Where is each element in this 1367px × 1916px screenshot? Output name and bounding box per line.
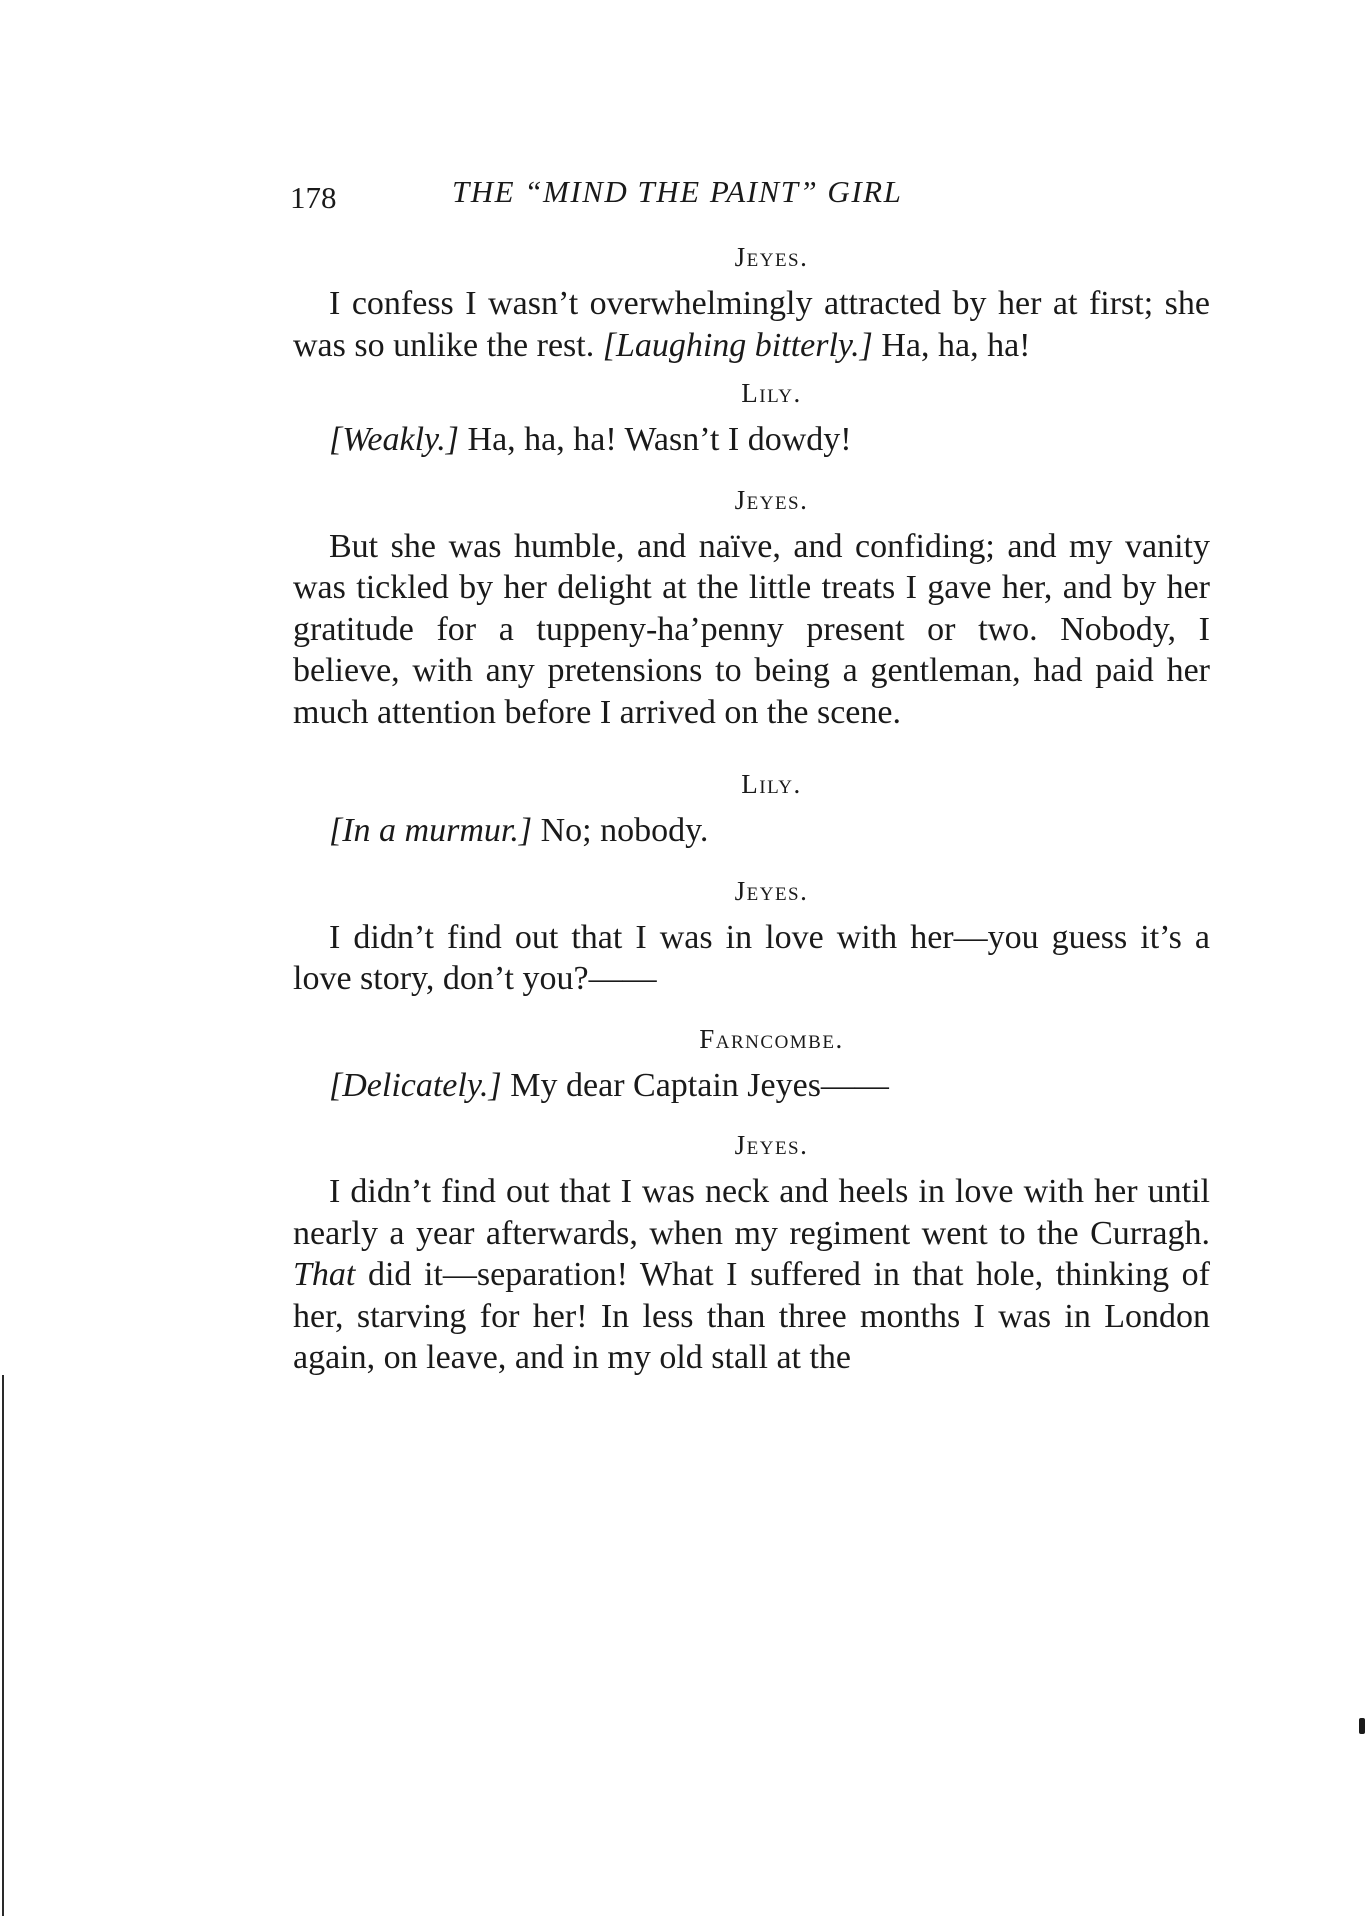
book-title: THE “MIND THE PAINT” GIRL — [452, 174, 903, 209]
speech-paragraph — [293, 419, 1210, 461]
running-head — [290, 174, 1050, 222]
speech-text: No; nobody. — [532, 812, 709, 849]
speech-text: But she was humble, and naïve, and confiding; and my vanity was tickled by her delight at the little treats I gave her, and by her gratitude for a tuppeny-ha’penny present or two. Nobody, I believe, with any pretensions to being a gentleman, had paid her much attention before I arrived on the scene. — [293, 527, 1210, 731]
stage-direction: [Delicately.] — [329, 1066, 502, 1104]
speaker-name: Jeyes. — [734, 875, 809, 906]
stage-direction: [In a murmur.] — [329, 812, 533, 849]
stage-direction: [Laughing bitterly.] — [602, 326, 873, 364]
speaker-name: Jeyes. — [734, 1130, 809, 1160]
speech-text: I didn’t find out that I was neck and heels in love with her until nearly a year afterwards, when my regiment went to the Curragh. — [293, 1173, 1210, 1252]
speech-paragraph — [293, 810, 1210, 852]
speech-text: My dear Captain Jeyes—— — [501, 1066, 889, 1104]
speaker-name: Lily. — [741, 769, 802, 799]
page-number: 178 — [290, 180, 337, 215]
speech-text: Ha, ha, ha! Wasn’t I dowdy! — [459, 421, 852, 458]
dialogue-text — [293, 242, 1210, 1379]
scan-mark — [1359, 1718, 1365, 1734]
emphasis-text: That — [293, 1256, 356, 1293]
speech-paragraph — [293, 1171, 1210, 1379]
speaker-name: Jeyes. — [734, 242, 809, 272]
speaker-name: Jeyes. — [734, 484, 809, 515]
speech-text: did it—separation! What I suffered in that hole, thinking of her, starving for her! In less than three months I was in London again, on leave, and in my old stall at the — [293, 1256, 1210, 1376]
speech-paragraph — [293, 526, 1210, 734]
speech-text: I confess I wasn’t overwhelmingly attracted by her at first; she was so unlike the rest. — [293, 285, 1210, 364]
speaker-name: Farncombe. — [699, 1023, 844, 1054]
stage-direction: [Weakly.] — [329, 421, 460, 458]
speech-text: Ha, ha, ha! — [872, 326, 1031, 364]
speech-paragraph — [293, 1065, 1210, 1107]
speech-text: I didn’t find out that I was in love with her—you guess it’s a love story, don’t you?—— — [293, 918, 1210, 997]
speech-paragraph — [293, 917, 1210, 1000]
page-edge-line — [2, 1375, 4, 1916]
speaker-name: Lily. — [741, 378, 802, 408]
speech-paragraph — [293, 283, 1210, 366]
